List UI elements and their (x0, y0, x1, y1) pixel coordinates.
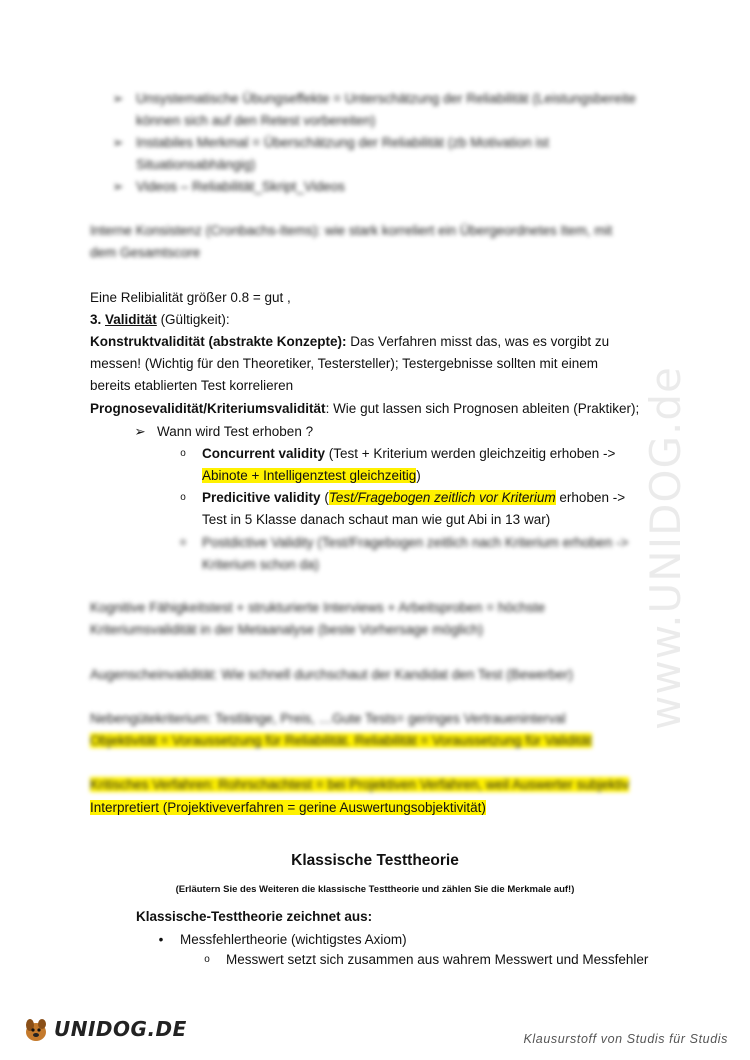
blurred-line: Kriterium schon da) (202, 557, 320, 572)
construct-validity-text-2: messen! (Wichtig für den Theoretiker, Testersteller); Testergebnisse sollten mit einem (90, 356, 598, 371)
interpretiert-line (90, 797, 486, 819)
concurrent-validity-line (202, 443, 615, 465)
blurred-line: Postdictive Validity (Test/Fragebogen zeitlich nach Kriterium erhoben -> (202, 535, 629, 550)
construct-validity-label: Konstruktvalidität (abstrakte Konzepte): (90, 334, 347, 349)
validity-heading (90, 309, 230, 331)
blurred-line: können sich auf den Retest vorbereiten) (136, 113, 376, 128)
predictive-validity-line (202, 487, 625, 509)
prognose-validity-text: : Wie gut lassen sich Prognosen ableiten (Praktiker); (325, 401, 640, 416)
footer-brand[interactable] (22, 1014, 187, 1044)
blurred-line: Interne Konsistenz (Cronbachs-Items): wie stark korreliert ein Übergeordnetes Item, mit (90, 223, 613, 238)
circle-bullet-icon: o (180, 492, 186, 503)
blurred-line: Instabiles Merkmal = Überschätzung der Reliabilität (zb Motivation ist (136, 135, 550, 150)
validity-number: 3. (90, 312, 102, 327)
blurred-line (90, 730, 592, 752)
prognose-validity-label: Prognosevalidität/Kriteriumsvalidität (90, 401, 326, 416)
prognose-validity-line (90, 398, 639, 420)
section-task: (Erläutern Sie des Weiteren die klassische Testtheorie und zählen Sie die Merkmale auf!) (175, 884, 575, 895)
arrow-bullet-icon: ➢ (112, 91, 124, 106)
blurred-line (90, 774, 629, 796)
brand-name: UNIDOG.DE (54, 1017, 187, 1041)
blurred-line: Kriteriumsvalidität in der Metaanalyse (beste Vorhersage möglich) (90, 622, 484, 637)
sub-item-1: Messwert setzt sich zusammen aus wahrem Messwert und Messfehler (226, 952, 649, 967)
blurred-line: Unsystematische Übungseffekte = Unterschätzung der Reliabilität (Leistungsbereite (136, 91, 636, 106)
predictive-open: ( (320, 490, 329, 505)
interpretiert-highlight: Interpretiert (Projektiveverfahren = gerine Auswertungsobjektivität) (90, 800, 486, 815)
concurrent-close: ) (416, 468, 421, 483)
validity-title: Validität (105, 312, 157, 327)
blurred-line: Nebengütekriterium: Testlänge, Preis, …Gute Tests= geringes Vertraueninterval (90, 711, 566, 726)
arrow-bullet-icon: ➢ (112, 135, 124, 150)
validity-paren: (Gültigkeit): (160, 312, 230, 327)
blurred-line: Situationsabhängig) (136, 157, 256, 172)
blurred-line: Augenscheinvalidität: Wie schnell durchschaut der Kandidat den Test (Bewerber) (90, 667, 574, 682)
construct-validity-line (90, 331, 609, 353)
construct-validity-text-3: bereits etablierten Test korrelieren (90, 378, 294, 393)
concurrent-validity-label: Concurrent validity (202, 446, 326, 461)
blurred-highlight: Objektivität = Voraussetzung für Reliabilität. Reliabilität = Voraussetzung für Validität (90, 733, 592, 748)
arrow-bullet-icon: ➢ (134, 424, 146, 439)
circle-bullet-icon: o (180, 537, 186, 548)
blurred-line: Videos – Reliabilität_Skript_Videos (136, 179, 345, 194)
dog-logo-icon (22, 1014, 52, 1044)
section-title: Klassische Testtheorie (291, 852, 459, 869)
section-lead: Klassische-Testtheorie zeichnet aus: (136, 909, 373, 924)
concurrent-validity-line-2 (202, 465, 421, 487)
circle-bullet-icon: o (204, 954, 210, 965)
when-test-line: Wann wird Test erhoben ? (157, 424, 314, 439)
reliability-line: Eine Relibialität größer 0.8 = gut , (90, 290, 291, 305)
watermark-text: www.UNIDOG.de (641, 366, 690, 730)
construct-validity-text: Das Verfahren misst das, was es vorgibt zu (346, 334, 610, 349)
dot-bullet-icon: • (158, 932, 164, 947)
predictive-validity-label: Predicitive validity (202, 490, 321, 505)
predictive-validity-text: erhoben -> (555, 490, 626, 505)
concurrent-highlight: Abinote + Intelligenztest gleichzeitig (202, 468, 417, 483)
footer-tagline: Klausurstoff von Studis für Studis (523, 1032, 728, 1046)
blurred-line: Kognitive Fähigkeitstest + strukturierte Interviews + Arbeitsproben = höchste (90, 600, 546, 615)
blurred-highlight: Kritisches Verfahren: Rohrschachtest = bei Projektiven Verfahren, weil Auswerter subjektiv (90, 777, 630, 792)
concurrent-validity-text: (Test + Kriterium werden gleichzeitig erhoben -> (325, 446, 616, 461)
list-item-1: Messfehlertheorie (wichtigstes Axiom) (180, 932, 407, 947)
predictive-highlight: Test/Fragebogen zeitlich vor Kriterium (328, 490, 556, 505)
blurred-line: dem Gesamtscore (90, 245, 201, 260)
circle-bullet-icon: o (180, 448, 186, 459)
arrow-bullet-icon: ➢ (112, 179, 124, 194)
predictive-validity-line-2: Test in 5 Klasse danach schaut man wie gut Abi in 13 war) (202, 512, 551, 527)
